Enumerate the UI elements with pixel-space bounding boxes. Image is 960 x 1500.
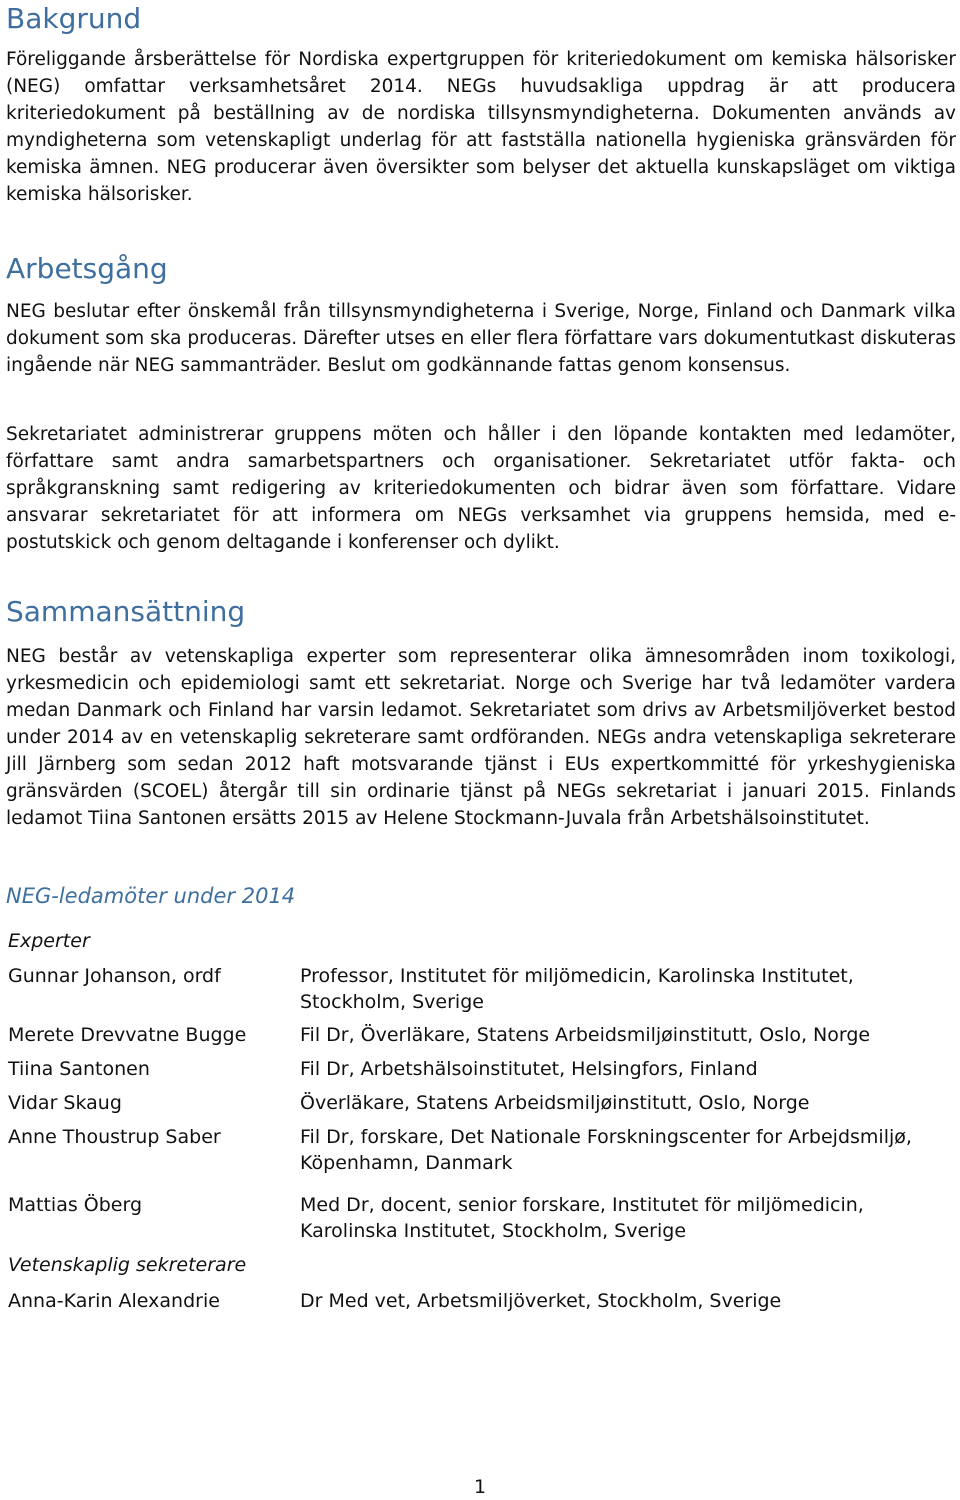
member-affiliation: Fil Dr, Arbetshälsoinstitutet, Helsingfors, Finland (300, 1058, 758, 1080)
heading-sammansattning: Sammansättning (6, 595, 246, 628)
member-affiliation: Dr Med vet, Arbetsmiljöverket, Stockholm, Sverige (300, 1290, 782, 1312)
member-affiliation: Fil Dr, forskare, Det Nationale Forskningscenter for Arbejdsmiljø, Köpenhamn, Danmark (300, 1126, 912, 1174)
member-affiliation: Fil Dr, Överläkare, Statens Arbeidsmiljøinstitutt, Oslo, Norge (300, 1024, 871, 1046)
member-name: Tiina Santonen (8, 1058, 150, 1080)
member-affiliation: Med Dr, docent, senior forskare, Institutet för miljömedicin, Karolinska Institutet, Stockholm, Sverige (300, 1194, 864, 1242)
experts-heading: Experter (8, 930, 90, 952)
paragraph-arbetsgang-1: NEG beslutar efter önskemål från tillsynsmyndigheterna i Sverige, Norge, Finland och Danmark vilka dokument som ska produceras. Därefter utses en eller flera författare vars dokumentutkast diskuteras ingående när NEG sammanträder. Beslut om godkännande fattas genom konsensus. (6, 301, 956, 376)
page-number: 1 (473, 1476, 487, 1498)
heading-arbetsgang: Arbetsgång (6, 252, 168, 285)
paragraph-sammansattning: NEG består av vetenskapliga experter som representerar olika ämnesområden inom toxikologi, yrkesmedicin och epidemiologi samt ett sekretariat. Norge och Sverige har två ledamöter vardera medan Danmark och Finland har varsin ledamot. Sekretariatet som drivs av Arbetsmiljöverket bestod under 2014 av en vetenskaplig sekreterare samt ordföranden. NEGs andra vetenskapliga sekreterare Jill Järnberg som sedan 2012 haft motsvarande tjänst i EUs expertkommitté för yrkeshygieniska gränsvärden (SCOEL) återgår till sin ordinarie tjänst på NEGs sekretariat i januari 2015. Finlands ledamot Tiina Santonen ersätts 2015 av Helene Stockmann-Juvala från Arbetshälsoinstitutet. (6, 646, 956, 829)
member-name: Anne Thoustrup Saber (8, 1126, 221, 1148)
member-name: Mattias Öberg (8, 1194, 143, 1216)
member-name: Gunnar Johanson, ordf (8, 965, 221, 987)
member-affiliation: Överläkare, Statens Arbeidsmiljøinstitutt, Oslo, Norge (300, 1092, 810, 1114)
secretary-heading: Vetenskaplig sekreterare (8, 1254, 247, 1276)
paragraph-bakgrund: Föreliggande årsberättelse för Nordiska expertgruppen för kriteriedokument om kemiska hälsorisker (NEG) omfattar verksamhetsåret 2014. NEGs huvudsakliga uppdrag är att producera kriteriedokument på beställning av de nordiska tillsynsmyndigheterna. Dokumenten används av myndigheterna som vetenskapligt underlag för att fastställa nationella hygieniska gränsvärden för kemiska ämnen. NEG producerar även översikter som belyser det aktuella kunskapsläget om viktiga kemiska hälsorisker. (6, 49, 956, 205)
member-name: Merete Drevvatne Bugge (8, 1024, 247, 1046)
member-name: Vidar Skaug (8, 1092, 122, 1114)
heading-neg-members: NEG-ledamöter under 2014 (6, 884, 296, 908)
heading-bakgrund: Bakgrund (6, 2, 142, 35)
paragraph-arbetsgang-2: Sekretariatet administrerar gruppens möten och håller i den löpande kontakten med ledamöter, författare samt andra samarbetspartners och organisationer. Sekretariatet utför fakta- och språkgranskning samt redigering av kriteriedokumenten och bidrar även som författare. Vidare ansvarar sekretariatet för att informera om NEGs verksamhet via gruppens hemsida, med e-postutskick och genom deltagande i konferenser och dylikt. (6, 424, 956, 553)
member-affiliation: Professor, Institutet för miljömedicin, Karolinska Institutet, Stockholm, Sverige (300, 965, 854, 1013)
member-name: Anna-Karin Alexandrie (8, 1290, 220, 1312)
